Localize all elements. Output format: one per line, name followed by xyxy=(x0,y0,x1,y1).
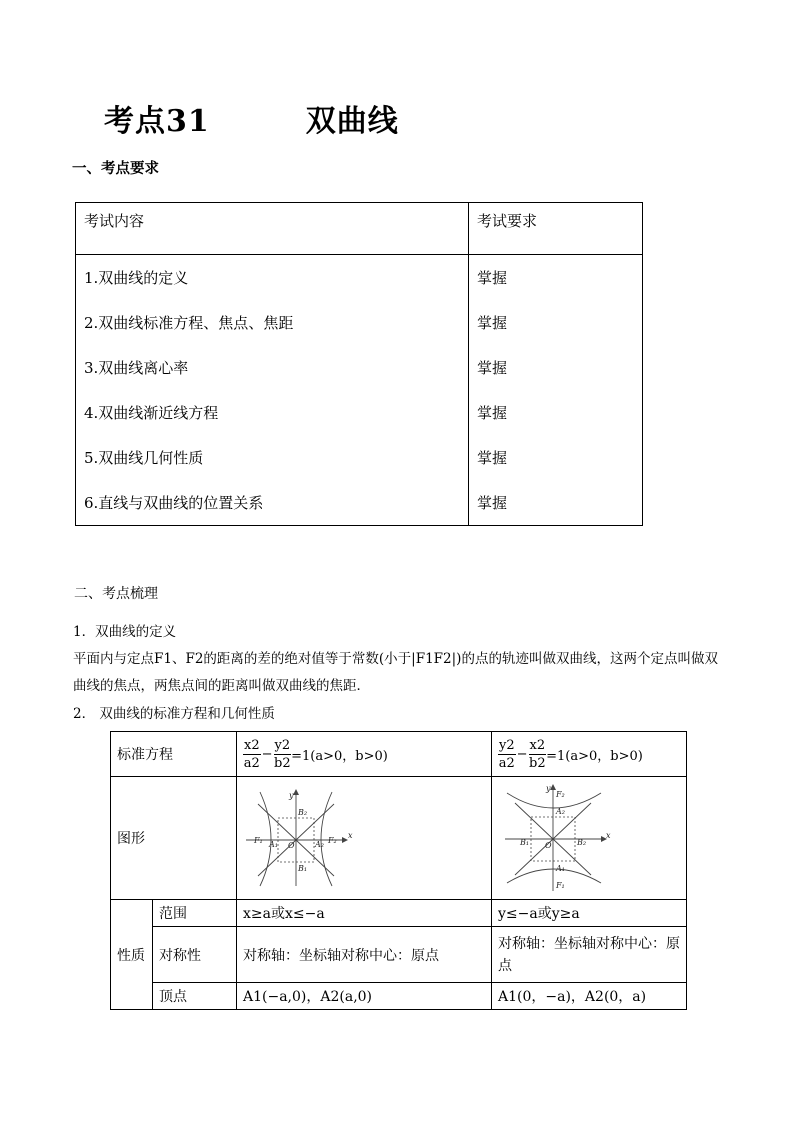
eq-vertical xyxy=(492,732,687,777)
section-heading-requirements: 一、考点要求 xyxy=(72,160,159,177)
title-code: 考点31 xyxy=(104,104,210,139)
figure-horizontal-cell xyxy=(237,777,492,900)
row-level: 掌握 xyxy=(469,390,643,435)
eq2-minus: − xyxy=(516,746,528,762)
fig1-F2: F₂ xyxy=(328,836,337,845)
property-value-horizontal: 对称轴：坐标轴对称中心：原点 xyxy=(237,927,492,983)
eq1-den1: a2 xyxy=(243,755,260,771)
property-value-horizontal: A1(−a,0)，A2(a,0) xyxy=(237,983,492,1010)
fig1-B1: B₁ xyxy=(298,864,308,873)
property-row-vertices xyxy=(111,983,687,1010)
std-eq-row xyxy=(111,732,687,777)
hyperbola-horizontal-figure xyxy=(244,788,354,888)
property-name: 范围 xyxy=(153,900,237,927)
item1-title: 1．双曲线的定义 xyxy=(73,624,177,640)
row-level: 掌握 xyxy=(469,435,643,480)
row-content: 4.双曲线渐近线方程 xyxy=(76,390,469,435)
fig2-A2: A₂ xyxy=(556,807,565,816)
fig1-y: y xyxy=(289,791,294,800)
table-row xyxy=(76,300,643,345)
table-row xyxy=(76,390,643,435)
page-title xyxy=(104,96,399,140)
table-header-row xyxy=(76,203,643,255)
property-row-symmetry xyxy=(111,927,687,983)
requirements-table xyxy=(75,202,643,526)
table-row xyxy=(76,345,643,390)
property-row-range xyxy=(111,900,687,927)
figure-label: 图形 xyxy=(111,777,237,900)
property-value-vertical: 对称轴：坐标轴对称中心：原点 xyxy=(492,927,687,983)
eq1-num2: y2 xyxy=(274,737,291,753)
row-content: 5.双曲线几何性质 xyxy=(76,435,469,480)
eq2-rest: =1(a>0，b>0) xyxy=(546,748,643,764)
fig1-A1: A₁ xyxy=(269,840,278,849)
eq-horizontal xyxy=(237,732,492,777)
property-name: 对称性 xyxy=(153,927,237,983)
fig1-F1: F₁ xyxy=(254,836,263,845)
properties-table xyxy=(110,731,687,1010)
row-content: 1.双曲线的定义 xyxy=(76,255,469,301)
fig2-F1: F₁ xyxy=(556,881,565,890)
hyperbola-vertical-figure xyxy=(501,783,613,893)
fig2-O: O xyxy=(545,841,552,850)
row-level: 掌握 xyxy=(469,480,643,526)
fig2-B1: B₁ xyxy=(520,838,530,847)
eq2-num2: x2 xyxy=(529,737,546,753)
fig2-F2: F₂ xyxy=(556,790,565,799)
table-row xyxy=(76,435,643,480)
fig2-B2: B₂ xyxy=(577,838,587,847)
property-value-vertical: y≤−a或y≥a xyxy=(492,900,687,927)
property-value-vertical: A1(0，−a)，A2(0，a) xyxy=(492,983,687,1010)
row-level: 掌握 xyxy=(469,255,643,301)
item2-title: 2． 双曲线的标准方程和几何性质 xyxy=(73,706,275,722)
row-content: 6.直线与双曲线的位置关系 xyxy=(76,480,469,526)
eq1-den2: b2 xyxy=(274,755,291,771)
table-row xyxy=(76,480,643,526)
eq2-den1: a2 xyxy=(498,755,515,771)
fig2-y: y xyxy=(546,784,551,793)
fig1-A2: A₂ xyxy=(315,840,324,849)
fig1-O: O xyxy=(288,841,295,850)
figure-row xyxy=(111,777,687,900)
header-level: 考试要求 xyxy=(469,203,643,255)
eq1-num1: x2 xyxy=(244,737,260,753)
fig2-x: x xyxy=(606,831,611,840)
section-heading-review: 二、考点梳理 xyxy=(74,586,158,602)
row-content: 2.双曲线标准方程、焦点、焦距 xyxy=(76,300,469,345)
table-row xyxy=(76,255,643,301)
properties-label: 性质 xyxy=(111,900,153,1010)
eq2-den2: b2 xyxy=(529,755,546,771)
title-name: 双曲线 xyxy=(305,104,399,139)
row-level: 掌握 xyxy=(469,345,643,390)
eq1-rest: =1(a>0，b>0) xyxy=(291,748,388,764)
property-value-horizontal: x≥a或x≤−a xyxy=(237,900,492,927)
fig1-B2: B₂ xyxy=(298,808,308,817)
row-content: 3.双曲线离心率 xyxy=(76,345,469,390)
fig2-A1: A₁ xyxy=(556,864,565,873)
row-level: 掌握 xyxy=(469,300,643,345)
figure-vertical-cell xyxy=(492,777,687,900)
fig1-x: x xyxy=(348,831,353,840)
property-name: 顶点 xyxy=(153,983,237,1010)
eq2-num1: y2 xyxy=(499,737,515,753)
header-content: 考试内容 xyxy=(76,203,469,255)
eq1-minus: − xyxy=(261,746,273,762)
item1-text-line1: 平面内与定点F1、F2的距离的差的绝对值等于常数(小于|F1F2|)的点的轨迹叫做双曲线，这两个定点叫做双 xyxy=(73,651,718,667)
std-eq-label: 标准方程 xyxy=(111,732,237,777)
item1-text-line2: 曲线的焦点，两焦点间的距离叫做双曲线的焦距． xyxy=(73,678,370,694)
